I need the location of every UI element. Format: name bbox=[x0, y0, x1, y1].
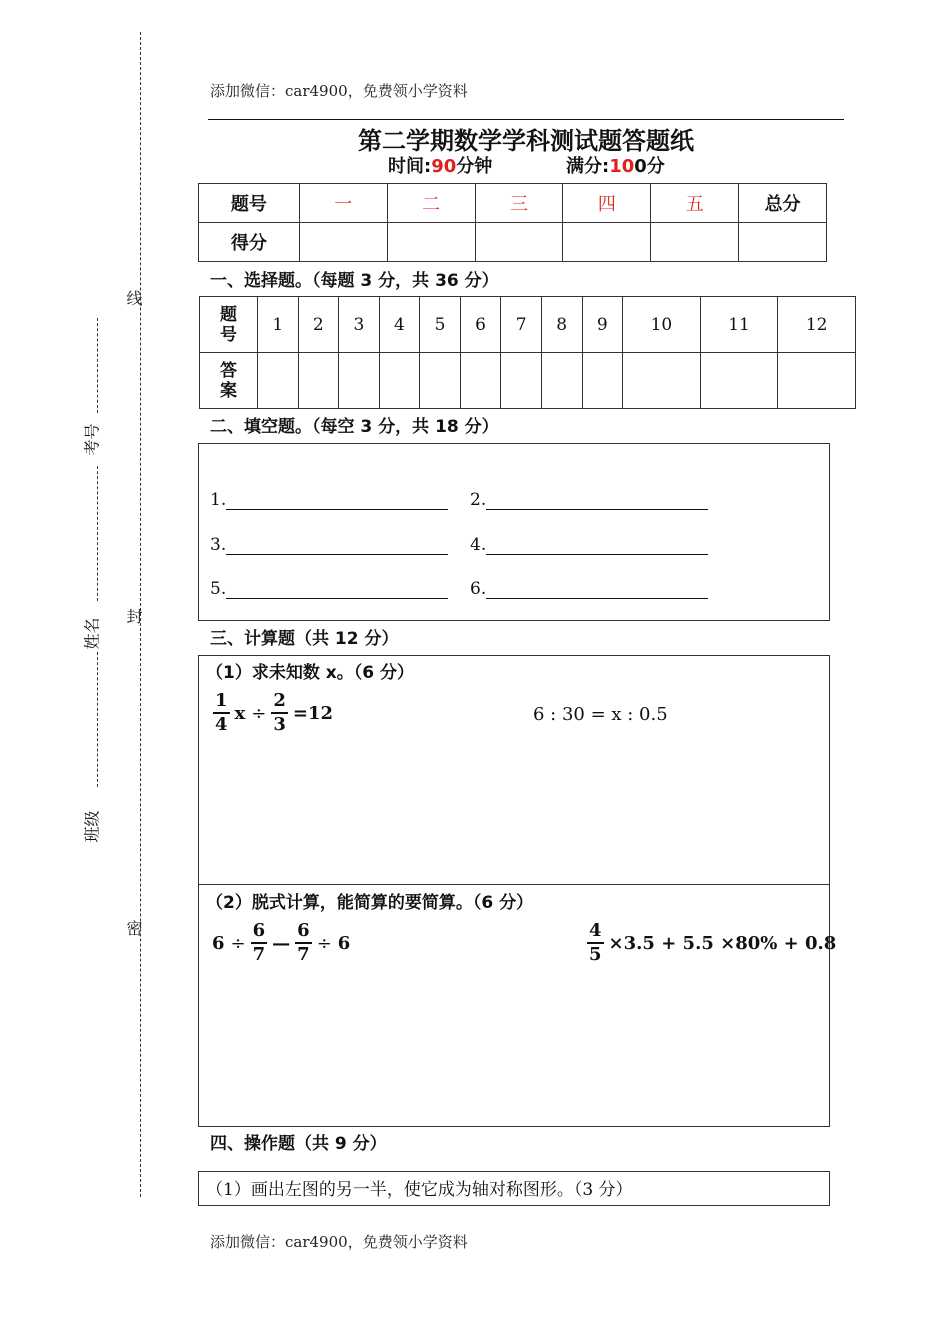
blank-label: 3. bbox=[210, 535, 227, 555]
page-title: 第二学期数学学科测试题答题纸 bbox=[358, 127, 694, 155]
score-row-label: 得分 bbox=[199, 223, 300, 262]
header-rule bbox=[208, 119, 844, 120]
class-label: 班级 bbox=[82, 810, 102, 843]
variable: x bbox=[234, 702, 246, 724]
score-info bbox=[566, 152, 665, 178]
fraction bbox=[251, 920, 268, 966]
equation-1 bbox=[211, 690, 336, 736]
choice-answer-table bbox=[199, 296, 856, 409]
numerator: 2 bbox=[271, 690, 288, 714]
choice-number: 2 bbox=[298, 297, 339, 353]
divide-sign: ÷ bbox=[251, 702, 267, 724]
blank-label: 1. bbox=[210, 490, 227, 510]
choice-number: 10 bbox=[623, 297, 701, 353]
blank-line[interactable] bbox=[226, 491, 448, 510]
choice-row-label-answer bbox=[200, 353, 258, 409]
section3-heading: 三、计算题（共 12 分） bbox=[210, 629, 399, 649]
numerator: 4 bbox=[587, 920, 604, 944]
full-score-value-red: 10 bbox=[609, 156, 635, 177]
score-col-5: 五 bbox=[651, 184, 739, 223]
number: 6 bbox=[337, 932, 351, 954]
binding-mark-secret: 密 bbox=[124, 920, 143, 936]
time-value: 90 bbox=[431, 156, 457, 177]
choice-number: 5 bbox=[420, 297, 461, 353]
numerator: 6 bbox=[295, 920, 312, 944]
calc-divider bbox=[198, 884, 830, 885]
choice-number: 4 bbox=[379, 297, 420, 353]
choice-answer-cell[interactable] bbox=[501, 353, 542, 409]
label-char: 答 bbox=[220, 360, 237, 381]
full-score-unit: 分 bbox=[646, 156, 665, 177]
expression-1 bbox=[212, 920, 353, 966]
blank-label: 6. bbox=[470, 579, 487, 599]
score-col-2: 二 bbox=[387, 184, 475, 223]
minus-sign: — bbox=[272, 932, 291, 954]
choice-answer-cell[interactable] bbox=[623, 353, 701, 409]
blank-6 bbox=[470, 579, 708, 599]
fraction bbox=[213, 690, 230, 736]
expression-2 bbox=[585, 920, 839, 966]
equation-rhs: =12 bbox=[292, 702, 334, 724]
full-score-label: 满分: bbox=[566, 156, 610, 177]
time-unit: 分钟 bbox=[456, 156, 493, 177]
score-cell[interactable] bbox=[651, 223, 739, 262]
calc-part2-title: （2）脱式计算，能简算的要简算。（6 分） bbox=[206, 893, 534, 913]
choice-answer-cell[interactable] bbox=[582, 353, 623, 409]
full-score-value-black: 0 bbox=[634, 156, 647, 177]
name-line bbox=[97, 466, 98, 601]
calc-part1-title: （1）求未知数 x。（6 分） bbox=[206, 663, 414, 683]
score-col-4: 四 bbox=[563, 184, 651, 223]
score-table-header: 题号 bbox=[199, 184, 300, 223]
choice-answer-cell[interactable] bbox=[258, 353, 299, 409]
score-cell-total[interactable] bbox=[739, 223, 827, 262]
denominator: 5 bbox=[589, 944, 602, 965]
choice-answer-cell[interactable] bbox=[700, 353, 778, 409]
blank-5 bbox=[210, 579, 448, 599]
choice-answer-cell[interactable] bbox=[339, 353, 380, 409]
score-cell[interactable] bbox=[563, 223, 651, 262]
blank-1 bbox=[210, 490, 448, 510]
score-col-1: 一 bbox=[299, 184, 387, 223]
choice-number: 9 bbox=[582, 297, 623, 353]
operation-part1: （1）画出左图的另一半，使它成为轴对称图形。（3 分） bbox=[206, 1180, 633, 1200]
denominator: 3 bbox=[273, 714, 286, 735]
blank-2 bbox=[470, 490, 708, 510]
score-col-total: 总分 bbox=[739, 184, 827, 223]
label-char: 案 bbox=[220, 380, 237, 401]
choice-number: 12 bbox=[778, 297, 856, 353]
blank-label: 5. bbox=[210, 579, 227, 599]
fraction bbox=[587, 920, 604, 966]
blank-line[interactable] bbox=[226, 536, 448, 555]
label-char: 题 bbox=[220, 304, 237, 325]
class-line bbox=[97, 652, 98, 787]
exam-no-line bbox=[97, 318, 98, 413]
choice-answer-cell[interactable] bbox=[420, 353, 461, 409]
section4-heading: 四、操作题（共 9 分） bbox=[210, 1134, 387, 1154]
numerator: 1 bbox=[213, 690, 230, 714]
watermark-top: 添加微信：car4900，免费领小学资料 bbox=[210, 82, 468, 100]
divide-sign: ÷ bbox=[230, 932, 246, 954]
choice-number: 8 bbox=[541, 297, 582, 353]
expression-rest: ×3.5 + 5.5 ×80% + 0.8 bbox=[608, 932, 837, 954]
denominator: 7 bbox=[252, 944, 266, 965]
equation-2: 6 : 30 = x : 0.5 bbox=[533, 704, 668, 725]
blank-line[interactable] bbox=[486, 491, 708, 510]
score-cell[interactable] bbox=[299, 223, 387, 262]
denominator: 7 bbox=[297, 944, 310, 965]
divide-sign: ÷ bbox=[316, 932, 332, 954]
number: 6 bbox=[212, 932, 225, 954]
score-cell[interactable] bbox=[387, 223, 475, 262]
blank-4 bbox=[470, 535, 708, 555]
blank-label: 2. bbox=[470, 490, 487, 510]
section1-heading: 一、选择题。（每题 3 分，共 36 分） bbox=[210, 271, 499, 291]
section2-heading: 二、填空题。（每空 3 分，共 18 分） bbox=[210, 417, 499, 437]
score-table bbox=[198, 183, 827, 262]
choice-answer-cell[interactable] bbox=[460, 353, 501, 409]
choice-number: 3 bbox=[339, 297, 380, 353]
choice-answer-cell[interactable] bbox=[298, 353, 339, 409]
blank-3 bbox=[210, 535, 448, 555]
denominator: 4 bbox=[215, 714, 228, 735]
choice-number: 7 bbox=[501, 297, 542, 353]
binding-mark-seal: 封 bbox=[124, 608, 143, 624]
choice-answer-cell[interactable] bbox=[379, 353, 420, 409]
time-label: 时间: bbox=[388, 156, 432, 177]
blank-line[interactable] bbox=[226, 580, 448, 599]
name-label: 姓名 bbox=[82, 617, 102, 650]
watermark-bottom: 添加微信：car4900，免费领小学资料 bbox=[210, 1233, 468, 1251]
choice-answer-cell[interactable] bbox=[541, 353, 582, 409]
binding-mark-line: 线 bbox=[124, 290, 143, 306]
blank-line[interactable] bbox=[486, 580, 708, 599]
choice-number: 11 bbox=[700, 297, 778, 353]
numerator: 6 bbox=[251, 920, 268, 944]
exam-no-label: 考号 bbox=[82, 423, 102, 456]
choice-number: 1 bbox=[258, 297, 299, 353]
blank-label: 4. bbox=[470, 535, 487, 555]
score-col-3: 三 bbox=[475, 184, 563, 223]
choice-row-label-number bbox=[200, 297, 258, 353]
choice-answer-cell[interactable] bbox=[778, 353, 856, 409]
score-cell[interactable] bbox=[475, 223, 563, 262]
fraction bbox=[295, 920, 312, 966]
fraction bbox=[271, 690, 288, 736]
choice-number: 6 bbox=[460, 297, 501, 353]
blank-line[interactable] bbox=[486, 536, 708, 555]
label-char: 号 bbox=[220, 324, 237, 345]
time-info bbox=[388, 152, 492, 178]
